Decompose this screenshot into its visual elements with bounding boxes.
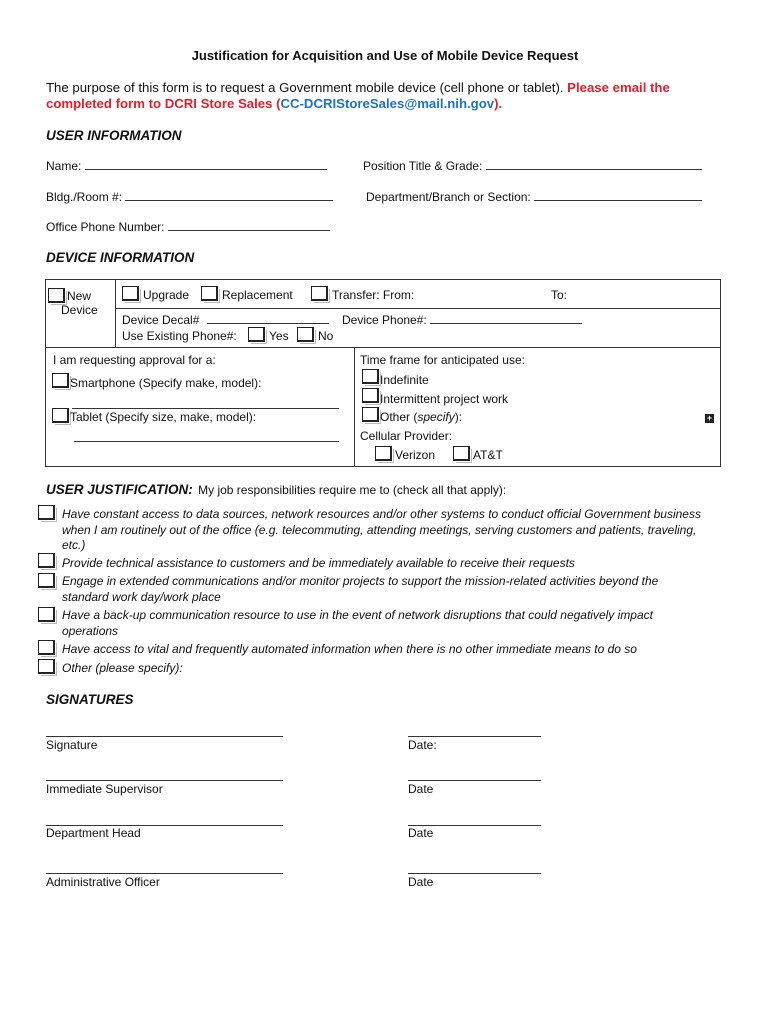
- office-phone-field[interactable]: [46, 219, 330, 234]
- department-head-label: Department Head: [46, 826, 141, 840]
- supervisor-date-label: Date: [408, 782, 434, 796]
- other-suffix: ):: [454, 410, 463, 424]
- table-divider-h1: [115, 308, 721, 309]
- table-divider-h2: [45, 347, 721, 348]
- form-title: Justification for Acquisition and Use of Mobile Device Request: [191, 48, 579, 63]
- intro-paragraph: [46, 80, 726, 112]
- intro-text: The purpose of this form is to request a Government mobile device (cell phone or tablet).: [46, 80, 564, 95]
- justification-checkbox-1[interactable]: [38, 505, 55, 520]
- name-input-line[interactable]: [85, 158, 327, 170]
- name-label: Name:: [46, 159, 82, 173]
- transfer-checkbox[interactable]: [311, 286, 328, 301]
- department-input-line[interactable]: [534, 189, 702, 201]
- position-label: Position Title & Grade:: [363, 159, 483, 173]
- tablet-label: Tablet (Specify size, make, model):: [70, 410, 257, 424]
- position-field[interactable]: [363, 158, 702, 173]
- indefinite-label: Indefinite: [380, 373, 429, 387]
- device-info-heading: DEVICE INFORMATION: [46, 250, 195, 265]
- no-checkbox[interactable]: [297, 327, 314, 342]
- other-timeframe-checkbox[interactable]: [362, 407, 379, 422]
- justification-item-2: Provide technical assistance to customers and be immediately available to receive their requests: [62, 556, 575, 570]
- supervisor-date-line[interactable]: [408, 780, 541, 781]
- email-link[interactable]: CC-DCRIStoreSales@mail.nih.gov: [280, 96, 495, 111]
- department-label: Department/Branch or Section:: [366, 190, 531, 204]
- smartphone-label: Smartphone (Specify make, model):: [70, 376, 262, 390]
- bldg-label: Bldg./Room #:: [46, 190, 123, 204]
- email-instruction: Please email the completed form to DCRI Store Sales (: [46, 80, 670, 111]
- justification-item-3: Engage in extended communications and/or monitor projects to support the mission-related activities beyond the standard work day/work place: [62, 574, 659, 604]
- justification-header: [46, 482, 506, 497]
- use-existing-label: Use Existing Phone#:: [122, 329, 237, 343]
- admin-officer-date-line[interactable]: [408, 873, 541, 874]
- justification-checkbox-2[interactable]: [38, 553, 55, 568]
- verizon-label: Verizon: [395, 448, 436, 462]
- device-decal-field[interactable]: [122, 312, 329, 327]
- office-phone-label: Office Phone Number:: [46, 220, 165, 234]
- admin-officer-label: Administrative Officer: [46, 875, 160, 889]
- signature-line[interactable]: [46, 736, 283, 737]
- admin-officer-date-label: Date: [408, 875, 434, 889]
- admin-officer-line[interactable]: [46, 873, 283, 874]
- intermittent-checkbox[interactable]: [362, 388, 379, 403]
- att-label: AT&T: [473, 448, 503, 462]
- new-device-label: New: [67, 289, 92, 303]
- justification-subheading: My job responsibilities require me to (check all that apply):: [198, 483, 507, 497]
- signatures-heading: SIGNATURES: [46, 692, 134, 707]
- justification-item-5: Have access to vital and frequently automated information when there is no other immediate means to do so: [62, 642, 637, 656]
- device-decal-input-line[interactable]: [207, 312, 329, 324]
- smartphone-input-line[interactable]: [72, 397, 339, 409]
- att-checkbox[interactable]: [453, 446, 470, 461]
- no-label: No: [318, 329, 334, 343]
- intermittent-label: Intermittent project work: [380, 392, 509, 406]
- upgrade-label: Upgrade: [143, 288, 190, 302]
- signature-date-line[interactable]: [408, 736, 541, 737]
- bldg-field[interactable]: [46, 189, 333, 204]
- other-specify: specify: [417, 410, 455, 424]
- verizon-checkbox[interactable]: [375, 446, 392, 461]
- table-divider-v2: [354, 347, 355, 467]
- tablet-input-line[interactable]: [74, 430, 339, 442]
- yes-label: Yes: [269, 329, 289, 343]
- device-decal-label: Device Decal#: [122, 313, 200, 327]
- device-phone-field[interactable]: [342, 312, 582, 327]
- position-input-line[interactable]: [486, 158, 702, 170]
- signature-date-label: Date:: [408, 738, 437, 752]
- cellular-provider-label: Cellular Provider:: [360, 429, 453, 443]
- other-prefix: Other (: [380, 410, 418, 424]
- justification-item-1: Have constant access to data sources, network resources and/or other systems to conduct official Government business when I am routinely out of the office (e.g. telecommuting, attending meetings, serving customers and patients, traveling, etc.): [62, 507, 701, 552]
- supervisor-line[interactable]: [46, 780, 283, 781]
- smartphone-checkbox[interactable]: [52, 373, 69, 388]
- device-phone-input-line[interactable]: [430, 312, 582, 324]
- department-head-date-label: Date: [408, 826, 434, 840]
- user-info-heading: USER INFORMATION: [46, 128, 182, 143]
- other-timeframe-label: [380, 410, 462, 424]
- timeframe-label: Time frame for anticipated use:: [360, 353, 525, 367]
- justification-checkbox-5[interactable]: [38, 640, 55, 655]
- department-field[interactable]: [366, 189, 702, 204]
- indefinite-checkbox[interactable]: [362, 369, 379, 384]
- office-phone-input-line[interactable]: [168, 219, 330, 231]
- replacement-checkbox[interactable]: [201, 286, 218, 301]
- replacement-label: Replacement: [222, 288, 293, 302]
- bldg-input-line[interactable]: [125, 189, 333, 201]
- justification-item-4: Have a back-up communication resource to use in the event of network disruptions that could negatively impact operations: [62, 608, 653, 638]
- requesting-label: I am requesting approval for a:: [53, 353, 216, 367]
- table-divider-v1: [115, 279, 116, 347]
- justification-heading: USER JUSTIFICATION:: [46, 482, 193, 497]
- signature-label: Signature: [46, 738, 98, 752]
- justification-checkbox-4[interactable]: [38, 607, 55, 622]
- justification-item-6: Other (please specify):: [62, 661, 183, 675]
- email-instruction-end: ).: [494, 96, 503, 111]
- transfer-from-label: Transfer: From:: [332, 288, 415, 302]
- justification-checkbox-6[interactable]: [38, 659, 55, 674]
- justification-checkbox-3[interactable]: [38, 573, 55, 588]
- new-device-label-2: Device: [61, 303, 98, 317]
- tablet-checkbox[interactable]: [52, 408, 69, 423]
- device-phone-label: Device Phone#:: [342, 313, 427, 327]
- name-field[interactable]: [46, 158, 327, 173]
- transfer-to-label: To:: [551, 288, 568, 302]
- upgrade-checkbox[interactable]: [122, 286, 139, 301]
- supervisor-label: Immediate Supervisor: [46, 782, 163, 796]
- new-device-checkbox[interactable]: [48, 288, 65, 303]
- expand-plus-icon[interactable]: +: [706, 413, 713, 423]
- yes-checkbox[interactable]: [248, 327, 265, 342]
